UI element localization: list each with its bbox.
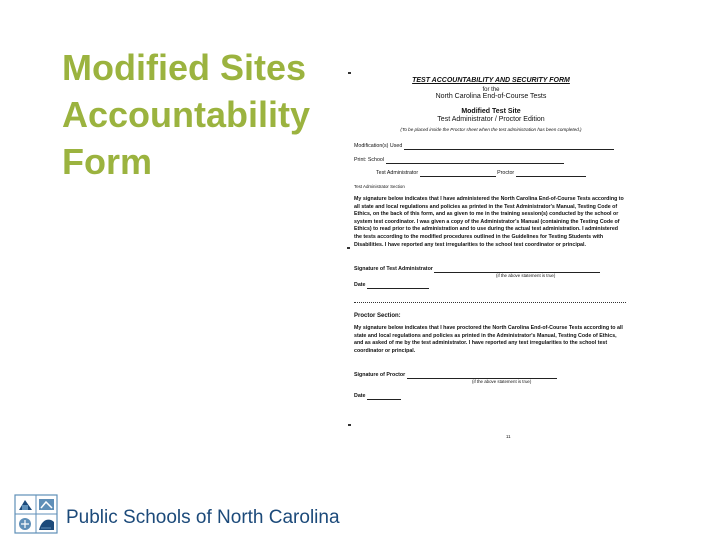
proctor-date-field [354, 393, 401, 400]
date-field [354, 282, 429, 289]
brand-name: Public Schools of North Carolina [66, 507, 340, 528]
form-title: TEST ACCOUNTABILITY AND SECURITY FORM [412, 77, 570, 84]
modifications-field [354, 143, 614, 150]
page-number: 11 [506, 434, 511, 439]
school-label: Print: School [354, 157, 385, 163]
section-divider [354, 302, 626, 303]
form-for-the: for the [482, 87, 500, 93]
modifications-line [404, 144, 614, 150]
proctor-signature-label: Signature of Proctor [354, 372, 406, 378]
admin-signature-label: Signature of Test Administrator [354, 266, 433, 272]
admin-signature-field [354, 266, 600, 273]
proctor-section-label: Proctor Section: [354, 313, 401, 319]
date-line [367, 283, 429, 289]
slide-title [62, 44, 342, 185]
form-instruction: (To be placed inside the Proctor sheet when the test administration has been completed.) [400, 127, 582, 132]
scan-mark [348, 72, 351, 74]
proctor-statement: My signature below indicates that I have proctored the North Carolina End-of-Course Tests according to all state and local regulations and policies as printed in the Administrator's Manual, Testing Code of Ethics, and as asked of me by the test administrator. I have reported any test irregularities to the school test coordinator or principal. [354, 325, 623, 354]
administrator-label: Test Administrator [376, 170, 419, 176]
proctor-date-label: Date [354, 393, 366, 399]
proctor-label: Proctor [497, 170, 515, 176]
administrator-line [420, 171, 496, 177]
admin-statement: My signature below indicates that I have administered the North Carolina End-of-Course Tests according to all state and local regulations and policies as printed in the Test Administrator's Manual, Testing Code of Ethics, on the back of this form, and as given to me in the training session(s) conducted by the school or system test coordinator. I was given a copy of the Administrator's Manual (containing the Testing Code of Ethics) to read prior to the administration and to use during the actual test administration. I administered the tests according to the modified procedures outlined in the Guidelines for Testing Students with Disabilities. I have reported any test irregularities to the school test coordinator or principal. [354, 196, 624, 248]
proctor-date-line [367, 394, 401, 400]
date-label: Date [354, 282, 366, 288]
proctor-signature-field [354, 372, 557, 379]
form-tests-name: North Carolina End-of-Course Tests [435, 93, 547, 100]
admin-section-label: Test Administrator Section [354, 184, 405, 189]
administrator-field [376, 170, 586, 177]
form-site-heading: Modified Test Site [461, 108, 521, 115]
scan-mark [348, 424, 351, 426]
scan-mark [347, 247, 350, 249]
form-edition: Test Administrator / Proctor Edition [437, 116, 545, 123]
form-scan [346, 62, 636, 452]
proctor-signature-line [407, 373, 557, 379]
slide-title-line-1: Modified Sites [62, 47, 307, 88]
slide-title-line-2: Accountability [62, 94, 311, 135]
ncdpi-logo-icon [14, 494, 58, 534]
admin-signature-line [434, 267, 600, 273]
modifications-label: Modification(s) Used [354, 143, 403, 149]
proctor-line [516, 171, 586, 177]
school-field [354, 157, 564, 164]
slide-title-line-3: Form [62, 141, 152, 182]
proctor-signature-note: (if the above statement is true) [472, 379, 532, 384]
admin-signature-note: (if the above statement is true) [496, 273, 556, 278]
school-line [386, 158, 564, 164]
